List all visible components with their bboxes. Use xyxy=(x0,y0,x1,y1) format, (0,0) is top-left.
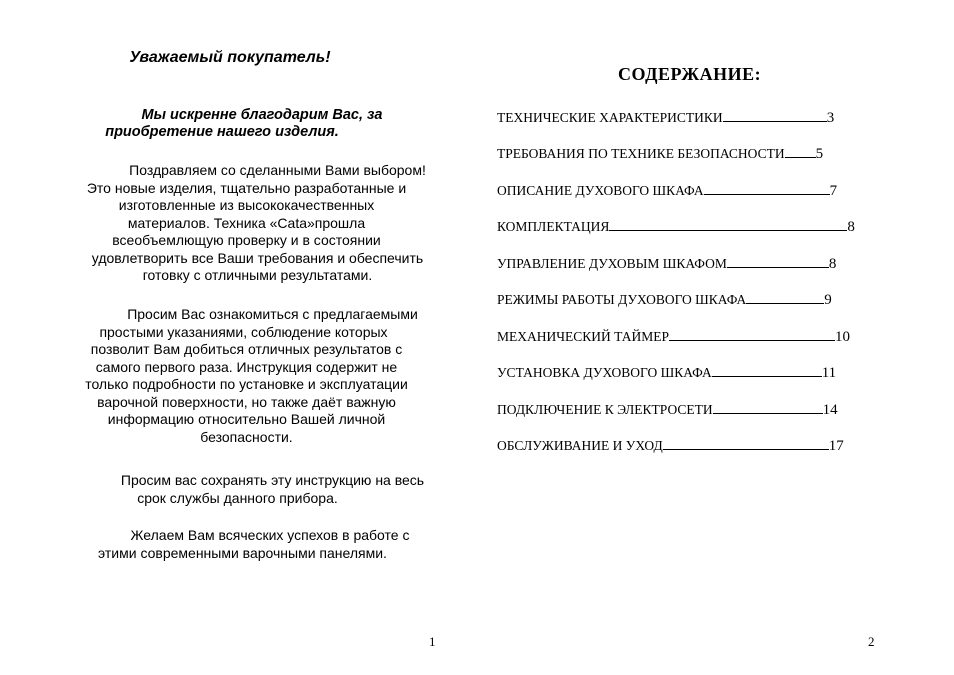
para-line: простыми указаниями, соблюдение которых xyxy=(99,323,388,340)
toc-entry-title: УПРАВЛЕНИЕ ДУХОВЫМ ШКАФОМ xyxy=(497,256,727,271)
thanks-line: приобретение нашего изделия. xyxy=(105,124,339,140)
para-line: этими современными варочными панелями. xyxy=(98,544,387,561)
para-line: только подробности по установке и эксплуатации xyxy=(85,376,408,392)
page-number-left: 1 xyxy=(429,634,436,649)
para-line: готовку с отличными результатами. xyxy=(142,267,373,283)
para-line: Просим вас сохранять эту инструкцию на весь xyxy=(120,472,425,488)
toc-entry-title: ОБСЛУЖИВАНИЕ И УХОД xyxy=(497,438,663,453)
toc-entry[interactable] xyxy=(497,292,832,312)
para-line: информацию относительно Вашей личной xyxy=(107,411,386,427)
toc-entry-page: 5 xyxy=(815,146,824,162)
para-line: позволит Вам добиться отличных результатов с xyxy=(90,341,403,357)
para-line: материалов. Техника «Cata»прошла xyxy=(127,214,366,231)
toc-entry[interactable] xyxy=(497,146,823,166)
toc-entry-title: КОМПЛЕКТАЦИЯ xyxy=(497,219,610,234)
thanks-text xyxy=(62,107,422,141)
toc-entry-page: 17 xyxy=(828,438,844,454)
toc-leader-line xyxy=(704,193,830,195)
toc-entry[interactable] xyxy=(497,183,837,203)
toc-entry[interactable] xyxy=(497,365,836,385)
paragraph-congrats xyxy=(60,162,455,285)
paragraph-keep-manual xyxy=(60,472,455,507)
toc-entry-page: 11 xyxy=(821,365,837,381)
para-line: всеобъемлющую проверку и в состоянии xyxy=(112,232,381,248)
toc-leader-line xyxy=(713,412,823,414)
toc-leader-line xyxy=(663,448,829,450)
toc-entry-title: ОПИСАНИЕ ДУХОВОГО ШКАФА xyxy=(497,183,704,198)
toc-entry-title: РЕЖИМЫ РАБОТЫ ДУХОВОГО ШКАФА xyxy=(497,292,747,307)
toc-leader-line xyxy=(746,302,824,304)
toc-entry[interactable] xyxy=(497,329,850,349)
toc-entry-title: ТРЕБОВАНИЯ ПО ТЕХНИКЕ БЕЗОПАСНОСТИ xyxy=(497,146,785,161)
para-line: Это новые изделия, тщательно разработанные и xyxy=(86,179,407,196)
toc-entry[interactable] xyxy=(497,219,855,239)
para-line: срок службы данного прибора. xyxy=(137,489,338,506)
toc-leader-line xyxy=(669,339,835,341)
toc-entry-page: 3 xyxy=(826,110,835,126)
toc-leader-line xyxy=(609,229,847,231)
para-line: удовлетворить все Ваши требования и обеспечить xyxy=(91,249,424,266)
para-line: Желаем Вам всяческих успехов в работе с xyxy=(130,527,410,543)
toc-leader-line xyxy=(785,156,816,158)
para-line: Просим Вас ознакомиться с предлагаемыми xyxy=(127,306,418,322)
toc-leader-line xyxy=(723,120,827,122)
para-line: безопасности. xyxy=(200,428,293,445)
para-line: Поздравляем со сделанными Вами выбором! xyxy=(129,162,426,178)
contents-title: СОДЕРЖАНИЕ: xyxy=(618,64,762,84)
toc-entry-page: 7 xyxy=(829,183,838,199)
thanks-line: Мы искренне благодарим Вас, за xyxy=(141,107,383,123)
toc-entry-title: ПОДКЛЮЧЕНИЕ К ЭЛЕКТРОСЕТИ xyxy=(497,402,713,417)
page-number-right: 2 xyxy=(868,634,875,649)
toc-entry[interactable] xyxy=(497,256,836,276)
para-line: варочной поверхности, но также даёт важную xyxy=(97,393,396,410)
toc-leader-line xyxy=(712,375,822,377)
toc-leader-line xyxy=(727,266,829,268)
paragraph-wishes xyxy=(60,527,455,562)
toc-entry[interactable] xyxy=(497,438,844,458)
toc-entry-title: УСТАНОВКА ДУХОВОГО ШКАФА xyxy=(497,365,712,380)
para-line: изготовленные из высококачественных xyxy=(118,197,375,213)
toc-entry[interactable] xyxy=(497,110,834,130)
toc-entry-page: 10 xyxy=(834,329,850,345)
toc-entry-title: МЕХАНИЧЕСКИЙ ТАЙМЕР xyxy=(497,329,669,344)
toc-entry[interactable] xyxy=(497,402,838,422)
para-line: самого первого раза. Инструкция содержит не xyxy=(95,358,398,375)
toc-entry-page: 8 xyxy=(847,219,855,235)
toc-entry-title: ТЕХНИЧЕСКИЕ ХАРАКТЕРИСТИКИ xyxy=(497,110,723,125)
toc-entry-page: 9 xyxy=(824,292,832,308)
toc-entry-page: 14 xyxy=(822,402,838,418)
greeting-heading: Уважаемый покупатель! xyxy=(129,49,331,66)
paragraph-instructions xyxy=(60,306,455,446)
toc-entry-page: 8 xyxy=(828,256,837,272)
